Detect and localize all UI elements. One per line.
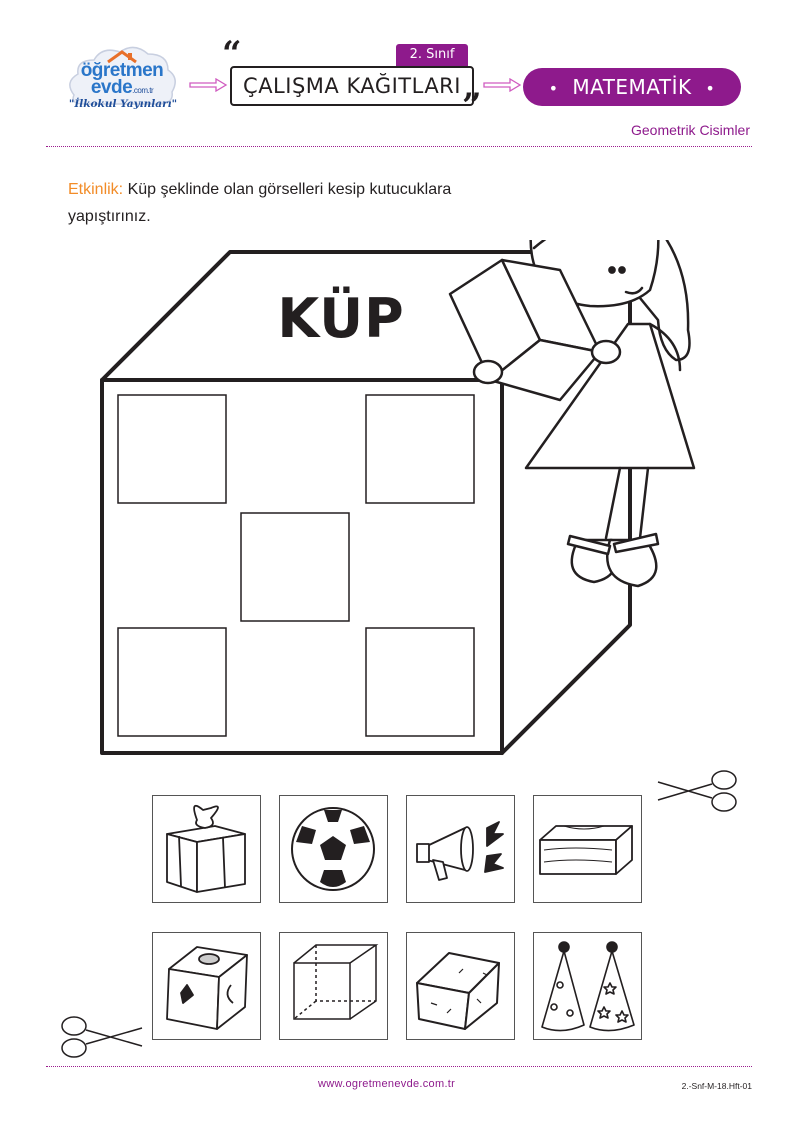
footer-divider <box>46 1066 752 1067</box>
scissors-icon <box>56 1012 146 1062</box>
paste-box <box>366 628 474 736</box>
worksheet-title: ÇALIŞMA KAĞITLARI <box>230 66 474 106</box>
cutout-card[interactable] <box>279 795 388 903</box>
activity-text: Küp şeklinde olan görselleri kesip kutucuklara yapıştırınız. <box>68 181 452 225</box>
cutout-card[interactable] <box>152 795 261 903</box>
cutout-card[interactable] <box>279 932 388 1040</box>
cutout-card[interactable] <box>533 932 642 1040</box>
scissors-icon <box>654 766 744 816</box>
sugar-cube-icon <box>407 933 514 1039</box>
soccer-ball-icon <box>280 796 387 902</box>
subject-badge: • MATEMATİK • <box>523 68 741 106</box>
paste-box <box>241 513 349 621</box>
activity-instruction <box>68 176 538 230</box>
activity-label: Etkinlik: <box>68 181 124 198</box>
wooden-crate-icon <box>534 796 641 902</box>
footer-code: 2.-Snf-M-18.Hft-01 <box>681 1081 752 1091</box>
gift-box-icon <box>153 796 260 902</box>
cube-label: KÜP <box>277 287 405 350</box>
topic-label: Geometrik Cisimler <box>630 122 750 138</box>
subject-label: MATEMATİK <box>572 75 692 99</box>
footer-website-link[interactable]: www.ogretmenevde.com.tr <box>318 1078 456 1090</box>
logo-tagline: "İlkokul Yayınları" <box>68 98 178 110</box>
party-hats-icon <box>534 933 641 1039</box>
arrow-right-icon <box>188 78 228 92</box>
paste-box <box>118 395 226 503</box>
wireframe-cube-icon <box>280 933 387 1039</box>
header-divider <box>46 146 752 147</box>
paste-box <box>118 628 226 736</box>
cutout-card[interactable] <box>406 932 515 1040</box>
grade-badge: 2. Sınıf <box>396 44 468 66</box>
cutout-card[interactable] <box>152 932 261 1040</box>
toy-block-icon <box>153 933 260 1039</box>
megaphone-icon <box>407 796 514 902</box>
close-quote: ” <box>462 86 482 126</box>
open-quote: “ <box>222 34 242 74</box>
paste-box <box>366 395 474 503</box>
logo-text: öğretmen evde.com.tr <box>80 60 164 98</box>
cutout-card[interactable] <box>406 795 515 903</box>
cutout-card[interactable] <box>533 795 642 903</box>
arrow-right-icon <box>482 78 522 92</box>
